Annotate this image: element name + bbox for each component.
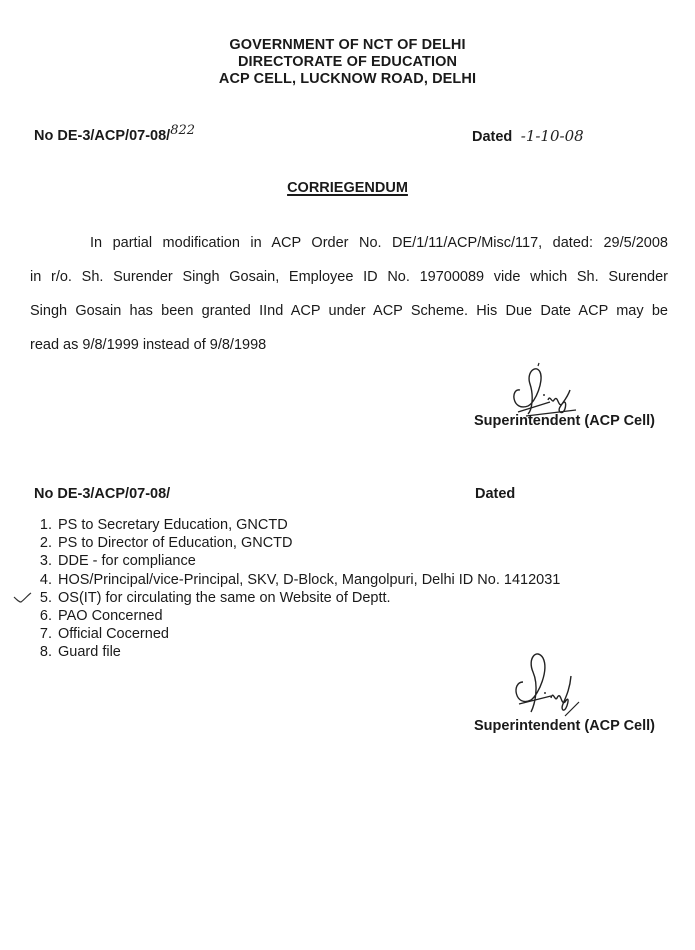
reference-date: [472, 127, 584, 146]
recipient-item: [24, 552, 560, 570]
copy-reference-number: No DE-3/ACP/07-08/: [34, 486, 171, 502]
recipient-text: Guard file: [58, 644, 121, 661]
signatory-title-2: Superintendent (ACP Cell): [474, 718, 655, 734]
recipient-number: 3.: [39, 553, 52, 570]
dated-label: Dated: [472, 129, 513, 145]
body-paragraph: [30, 226, 668, 362]
recipient-number: 2.: [39, 535, 52, 552]
recipient-text: OS(IT) for circulating the same on Website of Deptt.: [58, 589, 391, 606]
recipient-item: [24, 625, 560, 643]
recipient-list: [24, 516, 560, 662]
recipient-text: PS to Director of Education, GNCTD: [58, 535, 293, 552]
reference-number: [34, 123, 196, 145]
header-office: ACP CELL, LUCKNOW ROAD, DELHI: [218, 71, 477, 87]
body-line-2: in r/o. Sh. Surender Singh Gosain, Employee ID No. 19700089 vide which Sh. Surender: [30, 269, 668, 285]
recipient-item: [24, 516, 560, 534]
handwritten-signature-icon: [500, 360, 590, 420]
recipient-item: [24, 589, 560, 607]
body-line-3: Singh Gosain has been granted IInd ACP under ACP Scheme. His Due Date ACP may be: [30, 303, 668, 319]
signature-mark-1: [500, 360, 590, 420]
reference-number-handwritten: 822: [170, 123, 196, 138]
recipient-number: 1.: [39, 517, 52, 533]
recipient-text: HOS/Principal/vice-Principal, SKV, D-Block, Mangolpuri, Delhi ID No. 1412031: [58, 571, 561, 588]
header-government: GOVERNMENT OF NCT OF DELHI: [229, 37, 466, 53]
handwritten-signature-icon: [505, 648, 595, 718]
recipient-number: 5.: [39, 589, 52, 606]
body-line-1: In partial modification in ACP Order No. DE/1/11/ACP/Misc/117, dated: 29/5/2008: [90, 235, 668, 251]
recipient-item: [24, 571, 560, 589]
recipient-number: 7.: [39, 626, 52, 643]
recipient-item: [24, 643, 560, 661]
dated-handwritten: -1-10-08: [520, 127, 584, 145]
document-title: CORRIEGENDUM: [287, 180, 408, 196]
recipient-number: 4.: [39, 571, 52, 588]
recipient-text: PAO Concerned: [58, 608, 163, 625]
copy-dated-label: Dated: [475, 486, 516, 502]
reference-number-label: No DE-3/ACP/07-08/: [34, 128, 171, 144]
header-directorate: DIRECTORATE OF EDUCATION: [237, 54, 458, 70]
recipient-item: [24, 534, 560, 552]
recipient-text: Official Cocerned: [58, 626, 169, 643]
recipient-number: 6.: [39, 608, 52, 625]
recipient-text: PS to Secretary Education, GNCTD: [58, 517, 288, 533]
body-line-4: read as 9/8/1999 instead of 9/8/1998: [30, 337, 267, 353]
recipient-text: DDE - for compliance: [58, 553, 196, 570]
signatory-title-1: Superintendent (ACP Cell): [474, 413, 655, 429]
recipient-item: [24, 607, 560, 625]
recipient-number: 8.: [39, 644, 52, 661]
signature-mark-2: [505, 648, 595, 718]
